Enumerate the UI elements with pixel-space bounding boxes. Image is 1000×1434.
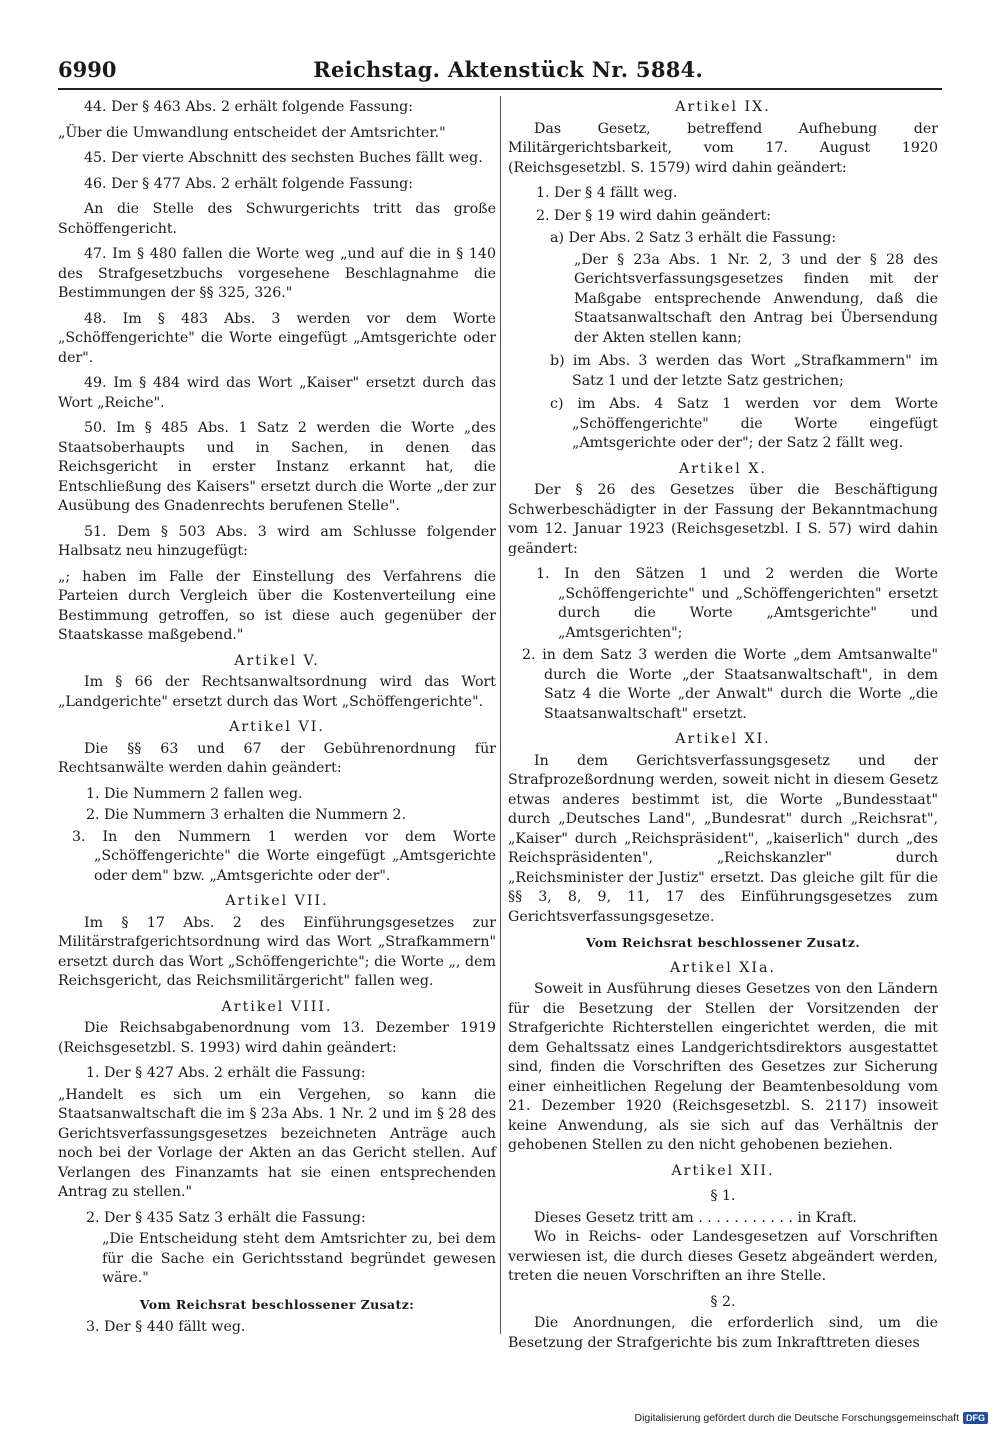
article-9-item-2b: b) im Abs. 3 werden das Wort „Strafkammern" im Satz 1 und der letzte Satz gestrichen;	[550, 353, 938, 389]
column-divider	[500, 96, 501, 1334]
article-6-item-3: 3. In den Nummern 1 werden vor dem Worte „Schöffengerichte" die Worte eingefügt „Amtsgerichte oder dem" bzw. „Amtsgerichte oder der".	[72, 828, 496, 884]
paragraph-51-heading: 51. Dem § 503 Abs. 3 wird am Schlusse folgender Halbsatz neu hinzugefügt:	[58, 523, 496, 559]
article-8-intro: Die Reichsabgabenordnung vom 13. Dezember 1919 (Reichsgesetzbl. S. 1993) wird dahin geändert:	[58, 1020, 496, 1056]
article-11-text: In dem Gerichtsverfassungsgesetz und der Strafprozeßordnung werden, soweit nicht in diesem Gesetz etwas anderes bestimmt ist, die Worte „Bundesstaat" durch „Deutsches Land", „Bundesrat" durch „Reichsrat", „Kaiser" durch „Reichspräsident", „kaiserlich" durch „des Reichspräsidenten", „Reichskanzler" durch „Reichsminister der Justiz" ersetzt. Das gleiche gilt für die §§ 3, 8, 9, 11, 17 des Einführungsgesetzes zum Gerichtsverfassungsgesetze.	[508, 752, 938, 925]
article-11-title: Artikel XI.	[675, 731, 771, 747]
paragraph-47: 47. Im § 480 fallen die Worte weg „und auf die in § 140 des Strafgesetzbuchs vorgesehene Beschlagnahme die Bestimmungen der §§ 325, 326."	[58, 246, 496, 301]
article-8-item-1-heading: 1. Der § 427 Abs. 2 erhält die Fassung:	[86, 1065, 366, 1081]
section-1-text-a: Dieses Gesetz tritt am . . . . . . . . . . . in Kraft.	[534, 1209, 857, 1226]
article-6-item-2: 2. Die Nummern 3 erhalten die Nummern 2.	[86, 807, 407, 823]
article-11a-title: Artikel XIa.	[670, 959, 776, 976]
article-9-intro: Das Gesetz, betreffend Aufhebung der Militärgerichtsbarkeit, vom 17. August 1920 (Reichsgesetzbl. S. 1579) wird dahin geändert:	[508, 120, 938, 176]
article-11a-text: Soweit in Ausführung dieses Gesetzes von den Ländern für die Besetzung der Stellen der Vorsitzenden der Strafgerichte Richterstellen eingerichtet werden, die mit dem Gehaltssatz eines Landgerichtsdirektors ausgestattet sind, finden die Vorschriften des Gesetzes zur Sicherung einer einheitlichen Regelung der Beamtenbesoldung vom 21. Dezember 1920 (Reichsgesetzbl. S. 2117) insoweit keine Anwendung, als sie sich auf das Verhältnis der gehobenen Stellen zu den nicht gehobenen beziehen.	[508, 981, 938, 1153]
paragraph-46-heading: 46. Der § 477 Abs. 2 erhält folgende Fassung:	[84, 175, 413, 192]
article-8-title: Artikel VIII.	[221, 998, 333, 1015]
article-6-title: Artikel VI.	[229, 719, 325, 735]
article-9-item-2a-quote: „Der § 23a Abs. 1 Nr. 2, 3 und der § 28 des Gerichtsverfassungsgesetzes finden mit der Maßgabe entsprechende Anwendung, daß die Staatsanwaltschaft den Antrag bei Übersendung der Akten stellen kann;	[574, 251, 938, 346]
article-12-title: Artikel XII.	[671, 1162, 775, 1179]
article-9-item-2a: a) Der Abs. 2 Satz 3 erhält die Fassung:	[550, 230, 837, 246]
article-10-title: Artikel X.	[679, 460, 767, 477]
article-10-item-2: 2. in dem Satz 3 werden die Worte „dem Amtsanwalte" durch die Worte „der Staatsanwaltschaft", in dem Satz 4 die Worte „der Anwalt" durch die Worte „die Staatsanwaltschaft" ersetzt.	[522, 647, 938, 722]
section-2-text: Die Anordnungen, die erforderlich sind, um die Besetzung der Strafgerichte bis zum Inkrafttreten dieses	[508, 1315, 938, 1351]
digitization-footer	[634, 1412, 988, 1424]
reichsrat-addition-heading-right: Vom Reichsrat beschlossener Zusatz.	[585, 935, 861, 950]
right-column	[508, 98, 938, 1361]
left-column	[58, 98, 496, 1346]
article-7-text: Im § 17 Abs. 2 des Einführungsgesetzes zur Militärstrafgerichtsordnung wird das Wort „Strafkammern" ersetzt durch das Wort „Schöffengerichte"; die Worte „, dem Reichsgericht, das Reichsmilitärgericht" fallen weg.	[58, 914, 496, 989]
header-rule	[58, 88, 942, 90]
section-1-text-b: Wo in Reichs- oder Landesgesetzen auf Vorschriften verwiesen ist, die durch dieses Gesetz abgeändert werden, treten die neuen Vorschriften an ihre Stelle.	[508, 1229, 938, 1284]
page-number: 6990	[58, 56, 117, 82]
article-5-title: Artikel V.	[234, 652, 320, 669]
article-6-item-1: 1. Die Nummern 2 fallen weg.	[86, 785, 303, 802]
footer-text: Digitalisierung gefördert durch die Deutsche Forschungsgemeinschaft	[634, 1412, 959, 1424]
section-2-title: § 2.	[710, 1293, 736, 1310]
article-9-item-2c: c) im Abs. 4 Satz 1 werden vor dem Worte „Schöffengerichte" die Worte eingefügt „Amtsgerichte oder der"; der Satz 2 fällt weg.	[550, 396, 938, 451]
reichsrat-addition-heading: Vom Reichsrat beschlossener Zusatz:	[139, 1296, 415, 1312]
article-8-item-2-quote: „Die Entscheidung steht dem Amtsrichter zu, bei dem für die Sache ein Gerichtsstand begründet gewesen wäre."	[102, 1231, 496, 1286]
article-9-item-2: 2. Der § 19 wird dahin geändert:	[536, 207, 772, 224]
paragraph-48: 48. Im § 483 Abs. 3 werden vor dem Worte „Schöffengerichte" die Worte eingefügt „Amtsgerichte oder der".	[58, 310, 496, 366]
article-8-item-2-heading: 2. Der § 435 Satz 3 erhält die Fassung:	[86, 1209, 366, 1226]
paragraph-46-text: An die Stelle des Schwurgerichts tritt das große Schöffengericht.	[58, 201, 496, 237]
paragraph-51-quote: „; haben im Falle der Einstellung des Verfahrens die Parteien durch Vergleich über die Kostenverteilung eine Bestimmung getroffen, so ist diese auch gegenüber der Staatskasse maßgebend."	[58, 568, 496, 643]
page-header	[58, 52, 940, 86]
article-10-item-1: 1. In den Sätzen 1 und 2 werden die Worte „Schöffengerichte" und „Schöffengerichten" ersetzt durch die Worte „Amtsgerichte" und „Amtsgerichten";	[536, 566, 938, 641]
running-title: Reichstag. Aktenstück Nr. 5884.	[313, 56, 704, 82]
paragraph-45: 45. Der vierte Abschnitt des sechsten Buches fällt weg.	[84, 150, 483, 166]
article-5-text: Im § 66 der Rechtsanwaltsordnung wird das Wort „Landgerichte" ersetzt durch das Wort „Schöffengerichte".	[58, 674, 496, 710]
article-10-intro: Der § 26 des Gesetzes über die Beschäftigung Schwerbeschädigter in der Fassung der Bekanntmachung vom 12. Januar 1923 (Reichsgesetzbl. I S. 57) wird dahin geändert:	[508, 482, 938, 557]
article-9-title: Artikel IX.	[675, 99, 771, 115]
article-8-item-3: 3. Der § 440 fällt weg.	[86, 1319, 246, 1335]
article-8-item-1-quote: „Handelt es sich um ein Vergehen, so kann die Staatsanwaltschaft die im § 23a Abs. 1 Nr. 2 und im § 28 des Gerichtsverfassungsgesetzes bezeichneten Anträge auch noch bei der Vorlage der Akten an das Gericht stellen. Auf Verlangen des Finanzamts hat sie einen entsprechenden Antrag zu stellen."	[58, 1086, 496, 1200]
paragraph-44-heading: 44. Der § 463 Abs. 2 erhält folgende Fassung:	[84, 99, 413, 115]
article-6-intro: Die §§ 63 und 67 der Gebührenordnung für Rechtsanwälte werden dahin geändert:	[58, 740, 496, 776]
dfg-logo: DFG	[963, 1412, 988, 1424]
section-1-title: § 1.	[710, 1188, 736, 1204]
article-9-item-1: 1. Der § 4 fällt weg.	[536, 185, 678, 201]
article-7-title: Artikel VII.	[225, 893, 329, 909]
paragraph-49: 49. Im § 484 wird das Wort „Kaiser" ersetzt durch das Wort „Reiche".	[58, 375, 496, 411]
paragraph-44-quote: „Über die Umwandlung entscheidet der Amtsrichter."	[58, 124, 446, 141]
paragraph-50: 50. Im § 485 Abs. 1 Satz 2 werden die Worte „des Staatsoberhaupts und in Sachen, in denen das Reichsgericht in erster Instanz erkannt hat, die Entschließung des Kaisers" ersetzt durch die Worte „der zur Ausübung des Gnadenrechts berufenen Stelle".	[58, 420, 496, 514]
